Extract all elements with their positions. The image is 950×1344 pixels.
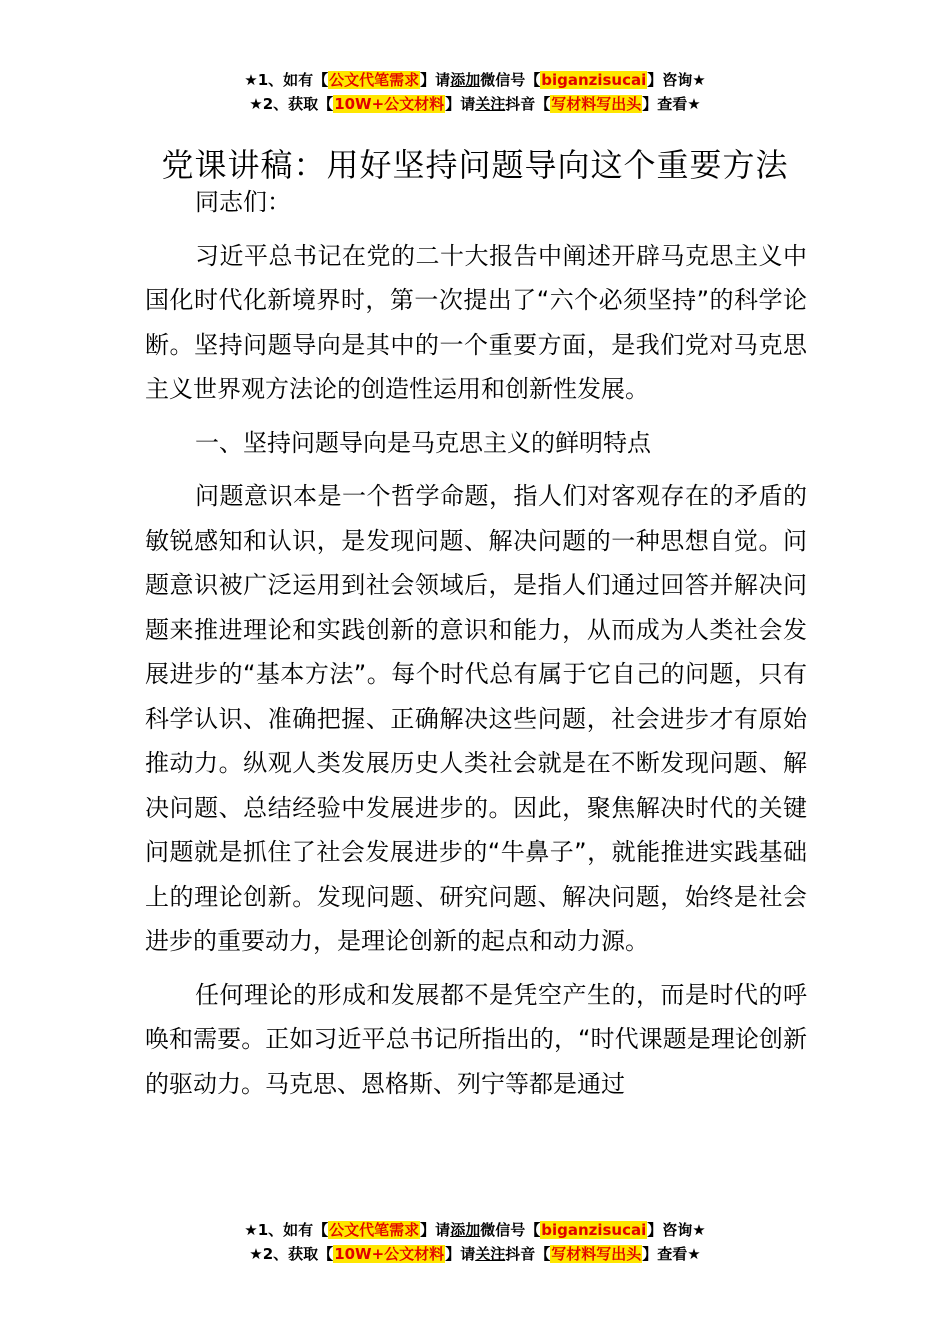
paragraph: 问题意识本是一个哲学命题，指人们对客观存在的矛盾的敏锐感知和认识，是发现问题、解决问题的一种思想自觉。问题意识被广泛运用到社会领域后，是指人们通过回答并解决问题来推进理论和实践创新的意识和能力，从而成为人类社会发展进步的“基本方法”。每个时代总有属于它自己的问题，只有科学认识、准确把握、正确解决这些问题，社会进步才有原始推动力。纵观人类发展历史人类社会就是在不断发现问题、解决问题、总结经验中发展进步的。因此，聚焦解决时代的关键问题就是抓住了社会发展进步的“牛鼻子”，就能推进实践基础上的理论创新。发现问题、研究问题、解决问题，始终是社会进步的重要动力，是理论创新的起点和动力源。: [145, 482, 807, 955]
promo-text: 微信号【: [480, 1221, 541, 1239]
promo-highlight: 10W+公文材料: [334, 1245, 445, 1263]
document-title: 党课讲稿：用好坚持问题导向这个重要方法: [161, 146, 789, 185]
promo-line-1: [0, 68, 950, 92]
promo-line-2: [0, 92, 950, 116]
salutation: 同志们：: [195, 188, 291, 216]
promo-highlight: 10W+公文材料: [334, 95, 445, 113]
promo-text: 】咨询★: [647, 1221, 706, 1239]
paragraph: 任何理论的形成和发展都不是凭空产生的，而是时代的呼唤和需要。正如习近平总书记所指出的，“时代课题是理论创新的驱动力。马克思、恩格斯、列宁等都是通过: [145, 980, 807, 1098]
promo-text: ★1、如有【: [244, 71, 329, 89]
douyin-id-highlight: 写材料写出头: [551, 95, 642, 113]
promo-text: 】咨询★: [647, 71, 706, 89]
promo-text: 】查看★: [642, 1245, 701, 1263]
promo-underlined-text: 关注: [475, 1245, 506, 1263]
promo-underlined-text: 添加: [450, 1221, 481, 1239]
section-heading: 一、坚持问题导向是马克思主义的鲜明特点: [195, 428, 651, 457]
promo-text: 】查看★: [642, 95, 701, 113]
promo-underlined-text: 添加: [450, 71, 481, 89]
promo-text: 】请: [445, 1245, 476, 1263]
bottom-promo-banner: [0, 1218, 950, 1266]
document-body: [145, 180, 807, 1115]
douyin-id-highlight: 写材料写出头: [551, 1245, 642, 1263]
promo-text: ★1、如有【: [244, 1221, 329, 1239]
top-promo-banner: [0, 68, 950, 116]
promo-text: 】请: [420, 1221, 451, 1239]
promo-highlight: 公文代笔需求: [329, 71, 420, 89]
promo-underlined-text: 关注: [475, 95, 506, 113]
promo-text: 】请: [420, 71, 451, 89]
promo-text: 抖音【: [505, 1245, 551, 1263]
promo-text: 】请: [445, 95, 476, 113]
wechat-id-highlight: biganzisucai: [541, 1221, 647, 1239]
wechat-id-highlight: biganzisucai: [541, 71, 647, 89]
promo-line-1: [0, 1218, 950, 1242]
promo-text: 微信号【: [480, 71, 541, 89]
paragraph: 习近平总书记在党的二十大报告中阐述开辟马克思主义中国化时代化新境界时，第一次提出了“六个必须坚持”的科学论断。坚持问题导向是其中的一个重要方面，是我们党对马克思主义世界观方法论的创造性运用和创新性发展。: [145, 241, 807, 403]
promo-text: ★2、获取【: [249, 95, 334, 113]
promo-highlight: 公文代笔需求: [329, 1221, 420, 1239]
promo-text: 抖音【: [505, 95, 551, 113]
promo-line-2: [0, 1242, 950, 1266]
promo-text: ★2、获取【: [249, 1245, 334, 1263]
